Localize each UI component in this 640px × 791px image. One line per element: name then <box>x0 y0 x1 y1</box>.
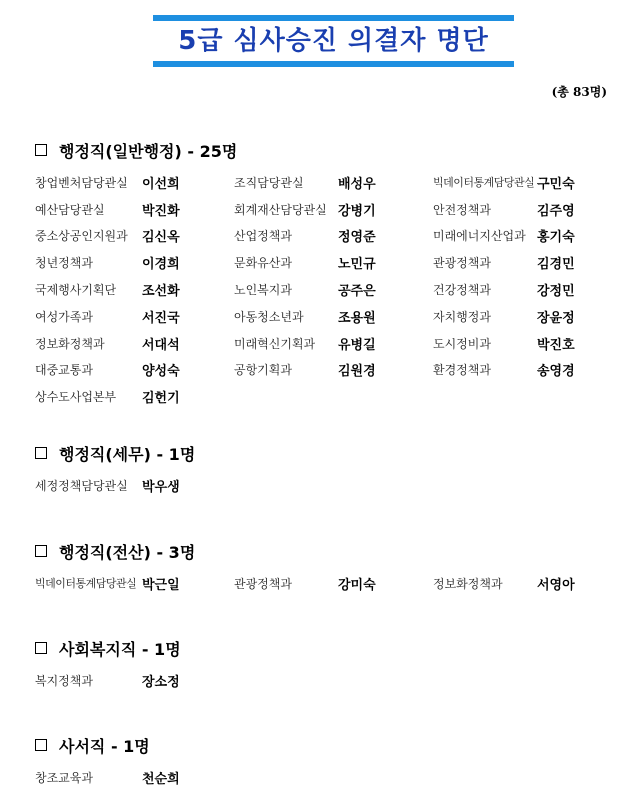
person-name: 조선화 <box>142 284 180 300</box>
section <box>35 540 615 597</box>
list-item <box>35 253 234 272</box>
list-item <box>234 574 433 593</box>
list-item <box>433 574 615 593</box>
list-item <box>35 280 234 299</box>
section-heading <box>35 442 615 464</box>
list-row <box>35 249 615 276</box>
department-label: 아동청소년과 <box>234 309 304 324</box>
department-label: 정보화정책과 <box>433 576 503 591</box>
list-item <box>234 173 433 192</box>
list-item <box>433 200 615 219</box>
section <box>35 734 615 791</box>
section <box>35 442 615 499</box>
checkbox-icon <box>35 739 47 751</box>
department-label: 빅데이터통계담당관실 <box>433 176 535 190</box>
department-label: 대중교통과 <box>35 363 93 378</box>
person-name: 정영준 <box>338 230 376 246</box>
list-item <box>234 280 433 299</box>
list-item <box>433 226 615 245</box>
person-name: 강정민 <box>537 284 575 300</box>
list-item <box>35 226 234 245</box>
person-name: 서대석 <box>142 337 180 353</box>
section-heading <box>35 540 615 562</box>
person-name: 장윤정 <box>537 310 575 326</box>
person-name: 김주영 <box>537 203 575 219</box>
list-row <box>35 276 615 303</box>
name-list <box>35 667 615 694</box>
document-title: 5급 심사승진 의결자 명단 <box>178 26 489 56</box>
list-item <box>433 334 615 353</box>
list-item <box>35 768 234 787</box>
department-label: 청년정책과 <box>35 256 93 271</box>
list-row <box>35 667 615 694</box>
section-heading-label: 사회복지직 - 1명 <box>59 639 181 659</box>
name-list <box>35 764 615 791</box>
list-item <box>35 334 234 353</box>
section-heading <box>35 637 615 659</box>
list-item <box>35 307 234 326</box>
list-item <box>234 360 433 379</box>
list-item <box>234 253 433 272</box>
list-item <box>35 387 234 406</box>
person-name: 홍기숙 <box>537 230 575 246</box>
person-name: 송영경 <box>537 364 575 380</box>
department-label: 창조교육과 <box>35 770 93 785</box>
list-item <box>35 476 234 495</box>
department-label: 관광정책과 <box>234 576 292 591</box>
checkbox-icon <box>35 545 47 557</box>
person-name: 박진호 <box>537 337 575 353</box>
department-label: 창업벤처담당관실 <box>35 175 128 190</box>
person-name: 노민규 <box>338 257 376 273</box>
department-label: 복지정책과 <box>35 673 93 688</box>
person-name: 유병길 <box>338 337 376 353</box>
department-label: 여성가족과 <box>35 309 93 324</box>
section-heading <box>35 734 615 756</box>
department-label: 도시정비과 <box>433 336 491 351</box>
person-name: 양성숙 <box>142 364 180 380</box>
department-label: 미래혁신기획과 <box>234 336 316 351</box>
person-name: 박우생 <box>142 479 180 495</box>
list-row <box>35 383 615 410</box>
department-label: 정보화정책과 <box>35 336 105 351</box>
person-name: 조용원 <box>338 310 376 326</box>
person-name: 공주은 <box>338 284 376 300</box>
list-item <box>35 360 234 379</box>
list-row <box>35 764 615 791</box>
list-item <box>433 173 615 192</box>
person-name: 구민숙 <box>537 176 575 192</box>
name-list <box>35 472 615 499</box>
name-list <box>35 169 615 410</box>
person-name: 김헌기 <box>142 391 180 407</box>
department-label: 미래에너지산업과 <box>433 229 526 244</box>
list-row <box>35 330 615 357</box>
list-row <box>35 223 615 250</box>
list-item <box>35 574 234 593</box>
person-name: 김경민 <box>537 257 575 273</box>
person-name: 서영아 <box>537 577 575 593</box>
section-heading-label: 행정직(세무) - 1명 <box>59 444 196 464</box>
person-name: 김원경 <box>338 364 376 380</box>
department-label: 예산담당관실 <box>35 202 105 217</box>
department-label: 안전정책과 <box>433 202 491 217</box>
title-bar-bottom <box>153 61 514 67</box>
department-label: 국제행사기획단 <box>35 283 117 298</box>
list-item <box>433 360 615 379</box>
list-item <box>433 280 615 299</box>
department-label: 문화유산과 <box>234 256 292 271</box>
person-name: 배성우 <box>338 176 376 192</box>
person-name: 천순희 <box>142 771 180 787</box>
document-title-banner <box>153 15 514 67</box>
person-name: 서진국 <box>142 310 180 326</box>
list-row <box>35 570 615 597</box>
department-label: 산업정책과 <box>234 229 292 244</box>
person-name: 박진화 <box>142 203 180 219</box>
person-name: 강병기 <box>338 203 376 219</box>
list-row <box>35 196 615 223</box>
department-label: 회계재산담당관실 <box>234 202 327 217</box>
total-count: (총 83명) <box>551 85 607 99</box>
person-name: 이선희 <box>142 176 180 192</box>
person-name: 강미숙 <box>338 577 376 593</box>
list-item <box>234 226 433 245</box>
list-row <box>35 472 615 499</box>
name-list <box>35 570 615 597</box>
list-row <box>35 357 615 384</box>
list-item <box>35 671 234 690</box>
checkbox-icon <box>35 447 47 459</box>
department-label: 빅데이터통계담당관실 <box>35 577 137 591</box>
list-item <box>35 200 234 219</box>
person-name: 김신옥 <box>142 230 180 246</box>
checkbox-icon <box>35 642 47 654</box>
person-name: 이경희 <box>142 257 180 273</box>
list-row <box>35 169 615 196</box>
section-heading <box>35 139 615 161</box>
checkbox-icon <box>35 144 47 156</box>
section <box>35 139 615 410</box>
section <box>35 637 615 694</box>
department-label: 관광정책과 <box>433 256 491 271</box>
department-label: 자치행정과 <box>433 309 491 324</box>
list-item <box>234 334 433 353</box>
section-heading-label: 행정직(전산) - 3명 <box>59 542 196 562</box>
department-label: 조직담당관실 <box>234 175 304 190</box>
department-label: 상수도사업본부 <box>35 390 117 405</box>
list-row <box>35 303 615 330</box>
person-name: 장소정 <box>142 674 180 690</box>
department-label: 중소상공인지원과 <box>35 229 128 244</box>
department-label: 세정정책담당관실 <box>35 478 128 493</box>
list-item <box>433 307 615 326</box>
list-item <box>433 253 615 272</box>
department-label: 건강정책과 <box>433 283 491 298</box>
list-item <box>35 173 234 192</box>
list-item <box>234 307 433 326</box>
section-heading-label: 사서직 - 1명 <box>59 736 150 756</box>
department-label: 노인복지과 <box>234 283 292 298</box>
department-label: 환경정책과 <box>433 363 491 378</box>
person-name: 박근일 <box>142 577 180 593</box>
list-item <box>234 200 433 219</box>
department-label: 공항기획과 <box>234 363 292 378</box>
section-heading-label: 행정직(일반행정) - 25명 <box>59 141 238 161</box>
